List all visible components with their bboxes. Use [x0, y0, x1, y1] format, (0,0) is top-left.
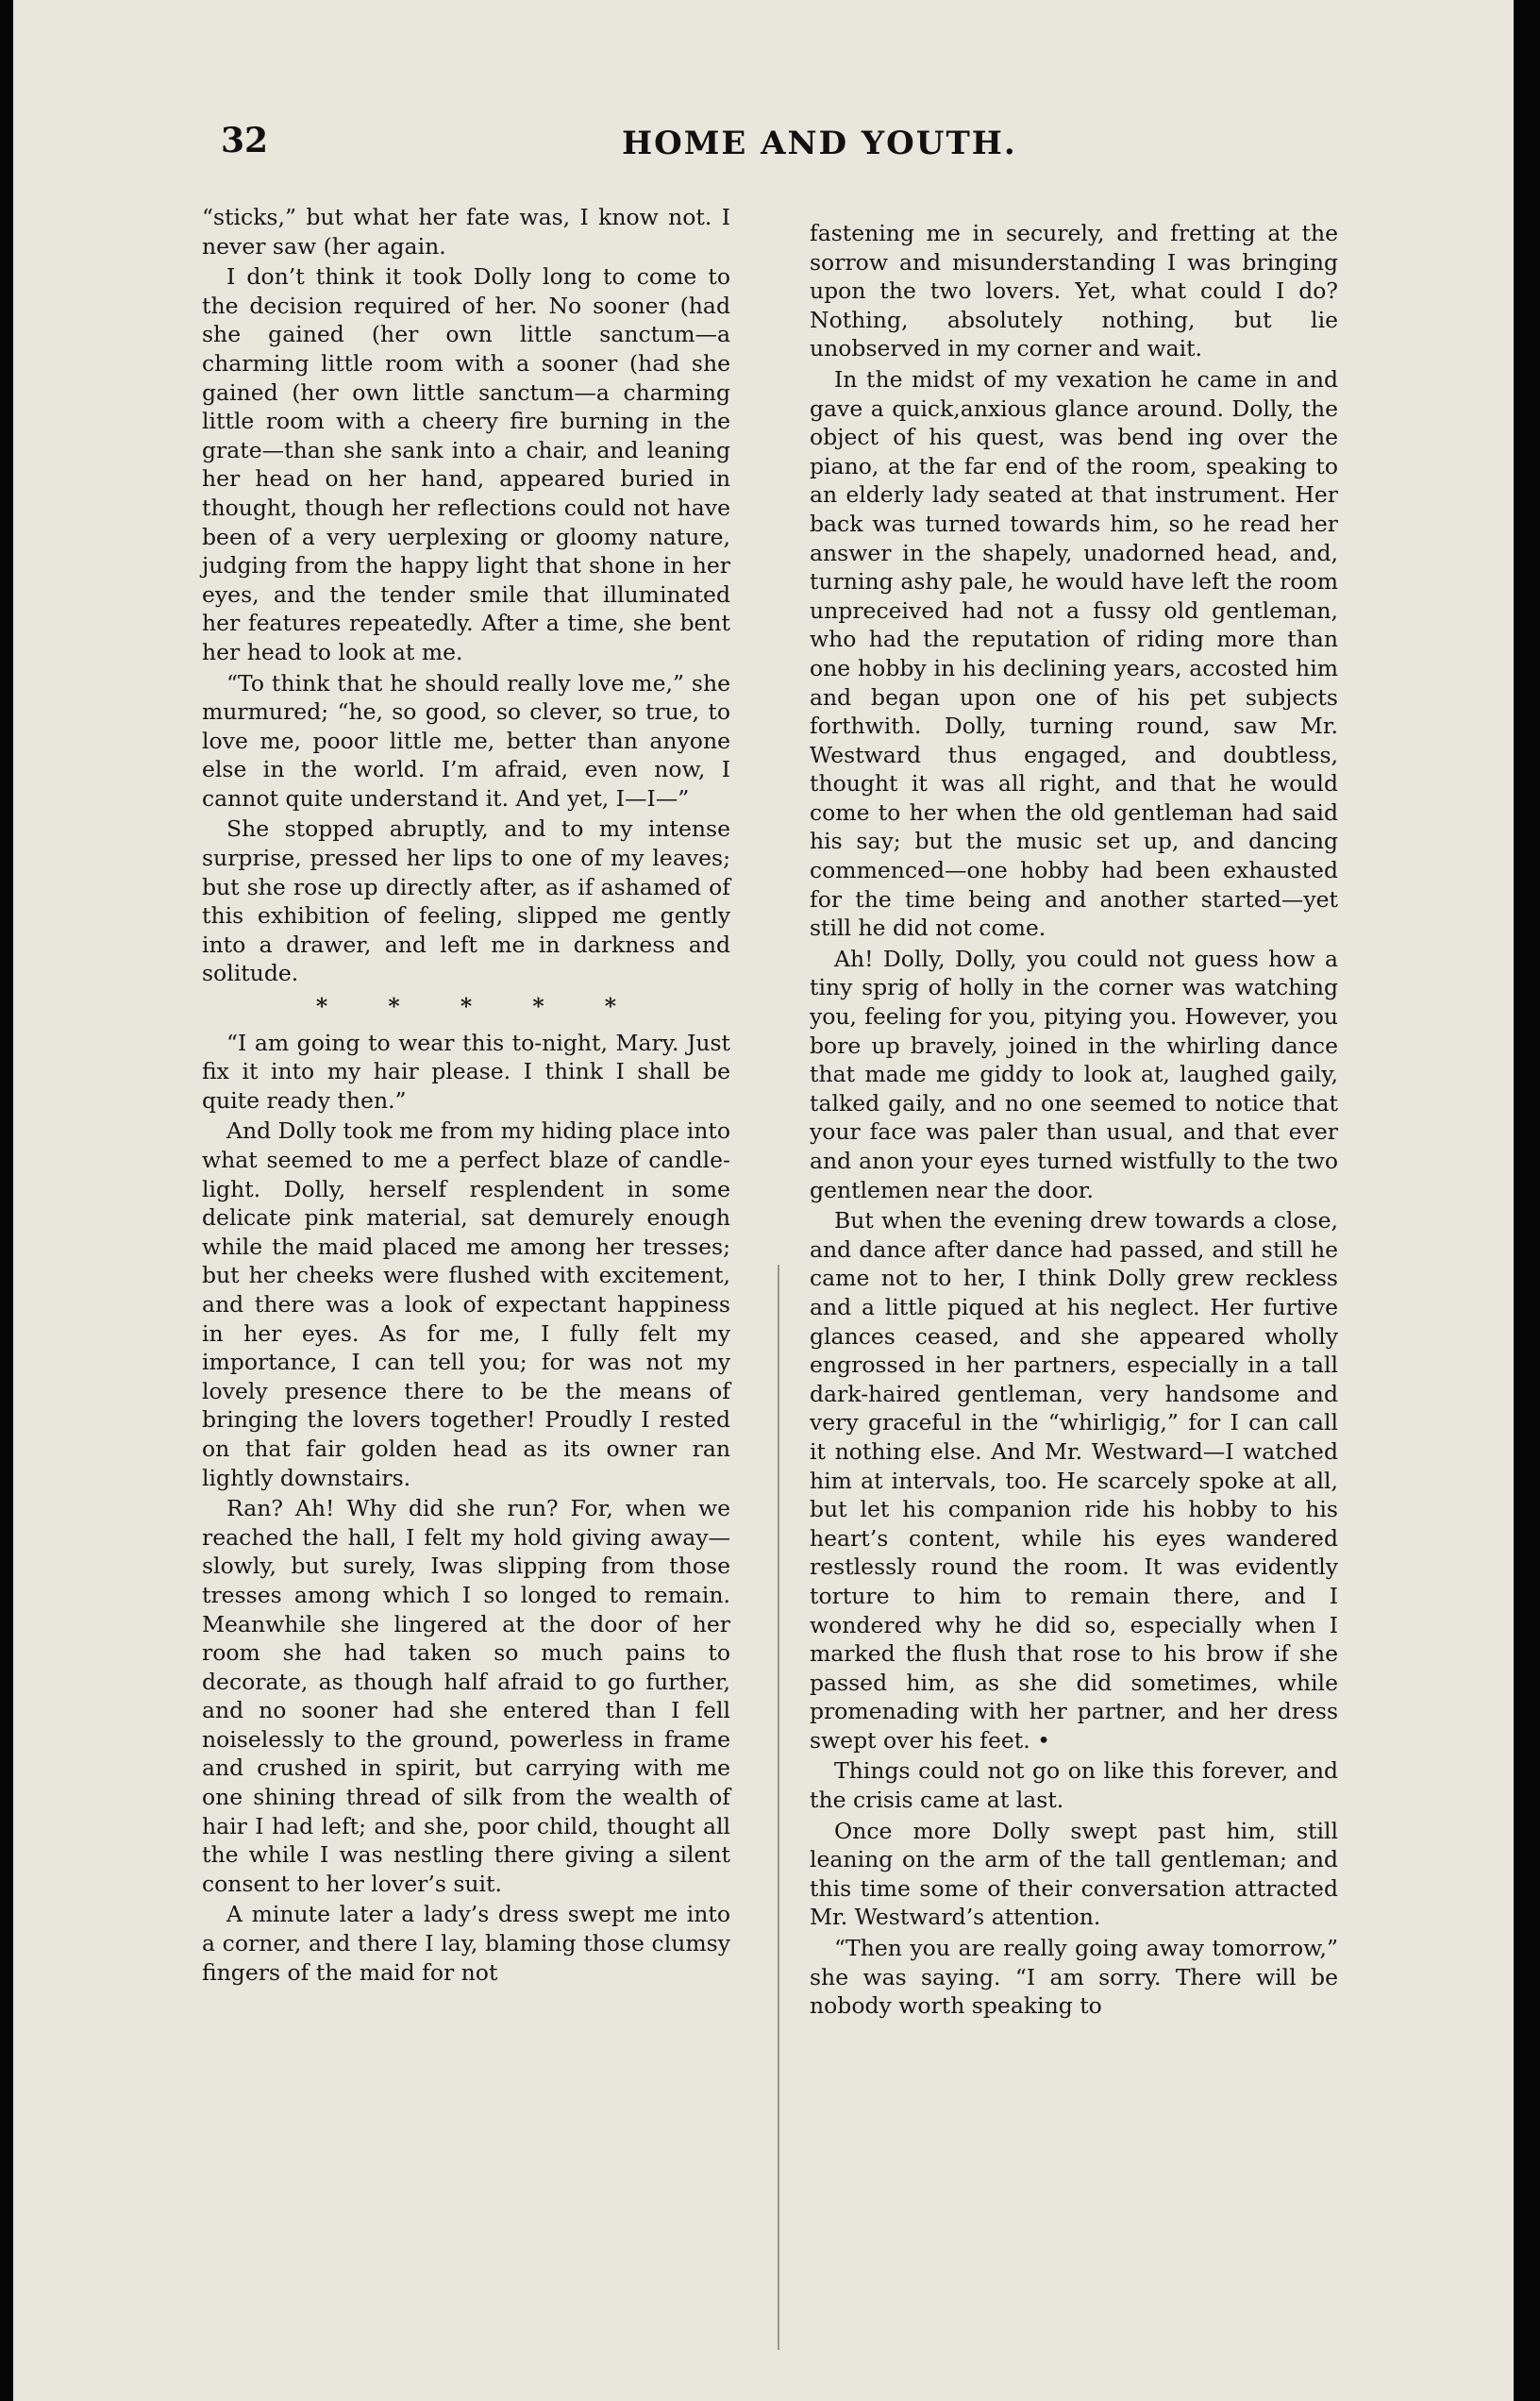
paragraph: fastening me in securely, and fretting at the sorrow and misunderstanding I was bringing upon the two lovers. Yet, what could I do? Nothing, absolutely nothing, but lie unobserved in my corner and wait. — [810, 220, 1338, 362]
paragraph: “To think that he should really love me,” she murmured; “he, so good, so clever, so true, to love me, pooor little me, better than anyone else in the world. I’m afraid, even now, I cannot quite understand it. And yet, I—I—” — [202, 669, 730, 812]
paragraph: Ah! Dolly, Dolly, you could not guess how a tiny sprig of holly in the corner was watching you, feeling for you, pitying you. However, you bore up bravely, joined in the whirling dance that made me giddy to look at, laughed gaily, talked gaily, and no one seemed to notice that your face was paler than usual, and that ever and anon your eyes turned wistfully to the two gentlemen near the door. — [810, 945, 1338, 1203]
paragraph: But when the evening drew towards a close, and dance after dance had passed, and still he came not to her, I think Dolly grew reckless and a little piqued at his neglect. Her furtive glances ceased, and she appeared wholly engrossed in her partners, especially in a tall dark-haired gentleman, very handsome and very graceful in the “whirligig,” for I can call it nothing else. And Mr. Westward—I watched him at intervals, too. He scarcely spoke at all, but let his companion ride his hobby to his heart’s content, while his eyes wandered restlessly round the room. It was evidently torture to him to remain there, and I wondered why he did so, especially when I marked the flush that rose to his brow if she passed him, as she did sometimes, while promenading with her partner, and her dress swept over his feet. • — [810, 1207, 1338, 1754]
page-number: 32 — [221, 121, 269, 160]
paragraph: “I am going to wear this to-night, Mary. Just fix it into my hair please. I think I shall be quite ready then.” — [202, 1029, 730, 1114]
running-title: HOME AND YOUTH. — [622, 125, 1017, 162]
paragraph: Things could not go on like this forever, and the crisis came at last. — [810, 1757, 1338, 1814]
paragraph: A minute later a lady’s dress swept me into a corner, and there I lay, blaming those clumsy fingers of the maid for not — [202, 1901, 730, 1986]
paragraph: In the midst of my vexation he came in and gave a quick,anxious glance around. Dolly, the object of his quest, was bend ing over the piano, at the far end of the room, speaking to an elderly lady seated at that instrument. Her back was turned towards him, so he read her answer in the shapely, unadorned head, and, turning ashy pale, he would have left the room unpreceived had not a fussy old gentleman, who had the reputation of riding more than one hobby in his declining years, accosted him and began upon one of his pet subjects forthwith. Dolly, turning round, saw Mr. Westward thus engaged, and doubtless, thought it was all right, and that he would come to her when the old gentleman had said his say; but the music set up, and dancing commenced—one hobby had been exhausted for the time being and another started—yet still he did not come. — [810, 365, 1338, 942]
paragraph: Ran? Ah! Why did she run? For, when we reached the hall, I felt my hold giving away—slowly, but surely, Iwas slipping from those tresses among which I so longed to remain. Meanwhile she lingered at the door of her room she had taken so much pains to decorate, as though half afraid to go further, and no sooner had she entered than I fell noiselessly to the ground, powerless in frame and crushed in spirit, but carrying with me one shining thread of silk from the wealth of hair I had left; and she, poor child, thought all the while I was nestling there giving a silent consent to her lover’s suit. — [202, 1495, 730, 1897]
paragraph: And Dolly took me from my hiding place into what seemed to me a perfect blaze of candle-light. Dolly, herself resplendent in some delicate pink material, sat demurely enough while the maid placed me among her tresses; but her cheeks were flushed with excitement, and there was a look of expectant happiness in her eyes. As for me, I fully felt my importance, I can tell you; for was not my lovely presence there to be the means of bringing the lovers together! Proudly I rested on that fair golden head as its owner ran lightly downstairs. — [202, 1117, 730, 1491]
paragraph: “Then you are really going away tomorrow,” she was saying. “I am sorry. There will be nobody worth speaking to — [810, 1935, 1338, 2020]
column-rule — [778, 1265, 779, 2350]
paragraph: “sticks,” but what her fate was, I know not. I never saw (her again. — [202, 204, 730, 260]
paragraph: Once more Dolly swept past him, still leaning on the arm of the tall gentleman; and this time some of their conversation attracted Mr. Westward’s attention. — [810, 1817, 1338, 1931]
right-column — [810, 219, 1338, 2021]
paragraph: She stopped abruptly, and to my intense surprise, pressed her lips to one of my leaves; but she rose up directly after, as if ashamed of this exhibition of feeling, slipped me gently into a drawer, and left me in darkness and solitude. — [202, 815, 730, 987]
page — [13, 0, 1514, 2401]
section-divider: * * * * * — [315, 993, 644, 1020]
left-column — [202, 203, 730, 1987]
page-header — [221, 121, 1353, 187]
paragraph: I don’t think it took Dolly long to come to the decision required of her. No sooner (had she gained (her own little sanctum—a charming little room with a sooner (had she gained (her own little sanctum—a charming little room with a cheery fire burning in the grate—than she sank into a chair, and leaning her head on her hand, appeared buried in thought, though her reflections could not have been of a very uerplexing or gloomy nature, judging from the happy light that shone in her eyes, and the tender smile that illuminated her features repeatedly. After a time, she bent her head to look at me. — [202, 263, 730, 665]
